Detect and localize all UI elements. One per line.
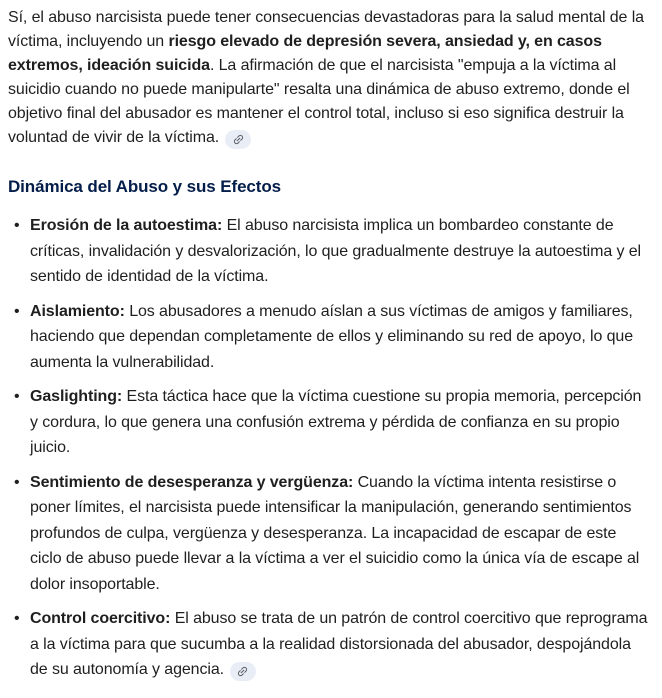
citation-link-chip[interactable]: [225, 130, 251, 149]
effects-list: [8, 213, 648, 683]
section-heading: Dinámica del Abuso y sus Efectos: [8, 177, 281, 196]
intro-text-end: . La afirmación de que el narcisista "empuja a la víctima al suicidio cuando no puede manipularte" resalta una dinámica de abuso extremo, donde el objetivo final del abusador es mantener el control total, incluso si eso significa destruir la voluntad de vivir de la víctima.: [8, 57, 630, 146]
list-item-control-coercitivo: [8, 606, 648, 683]
list-item-text: El abuso narcisista implica un bombardeo constante de críticas, invalidación y desvalorización, lo que gradualmente destruye la autoestima y el sentido de identidad de la víctima.: [30, 217, 641, 285]
list-item-gaslighting: [8, 384, 648, 461]
link-icon: [229, 130, 247, 148]
list-item-text: Esta táctica hace que la víctima cuestione su propia memoria, percepción y cordura, lo que genera una confusión extrema y pérdida de confianza en su propio juicio.: [30, 388, 642, 456]
list-item-term: Sentimiento de desesperanza y vergüenza:: [30, 473, 354, 491]
list-item-term: Control coercitivo:: [30, 610, 171, 627]
list-item-text: El abuso se trata de un patrón de control coercitivo que reprograma a la víctima para que sucumba a la realidad distorsionada del abusador, despojándola de su autonomía y agencia.: [30, 610, 648, 678]
list-item-term: Erosión de la autoestima:: [30, 217, 223, 234]
link-icon: [234, 662, 252, 680]
list-item-term: Aislamiento:: [30, 302, 125, 320]
list-item-text: Cuando la víctima intenta resistirse o poner límites, el narcisista puede intensificar la manipulación, generando sentimientos profundos de culpa, vergüenza y desesperanza. La incapacidad de escapar de este ciclo de abuso puede llevar a la víctima a ver el suicidio como la única vía de escape al dolor insoportable.: [30, 473, 640, 593]
list-item-term: Gaslighting:: [30, 388, 123, 405]
citation-link-chip[interactable]: [230, 662, 256, 681]
list-item-aislamiento: [8, 299, 648, 376]
intro-paragraph: [8, 6, 648, 150]
list-item-text: Los abusadores a menudo aíslan a sus víctimas de amigos y familiares, haciendo que dependan completamente de ellos y eliminando su red de apoyo, lo que aumenta la vulnerabilidad.: [30, 302, 634, 371]
intro-bold-text: riesgo elevado de depresión severa, ansiedad y, en casos extremos, ideación suicida: [8, 33, 602, 74]
intro-text-start: Sí, el abuso narcisista puede tener consecuencias devastadoras para la salud mental de la víctima, incluyendo un: [8, 9, 644, 50]
list-item-erosion: [8, 213, 648, 290]
list-item-desesperanza: [8, 470, 648, 598]
